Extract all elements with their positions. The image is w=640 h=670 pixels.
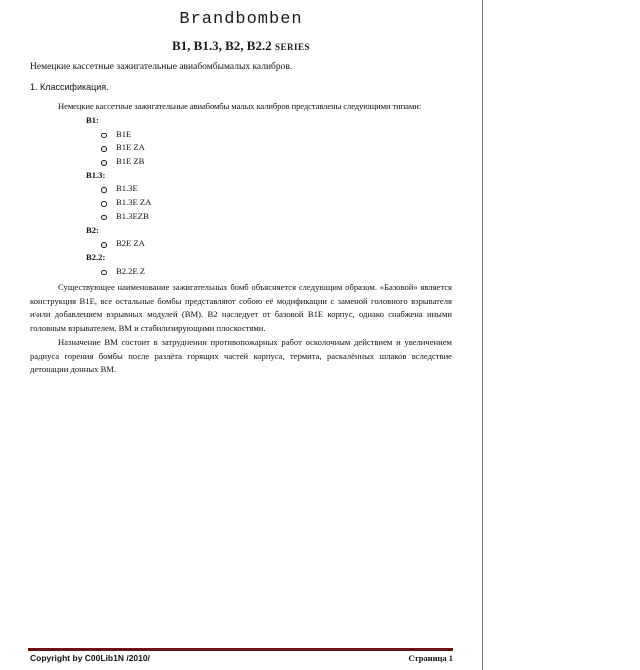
- bullet-icon: [101, 242, 107, 248]
- bullet-icon: [101, 133, 107, 139]
- list-item: B1.3E: [86, 182, 151, 196]
- bullet-icon: [101, 270, 107, 276]
- doc-subtitle: [0, 38, 482, 54]
- footer-divider: [28, 648, 453, 651]
- list-item: B2E ZA: [86, 237, 151, 251]
- section-heading: 1. Классификация.: [30, 82, 109, 92]
- list-item: B2.2E Z: [86, 265, 151, 279]
- footer-copyright: Copyright by C00Lib1N /2010/: [30, 653, 150, 663]
- lead-paragraph: Немецкие кассетные зажигательные авиабомбы малых калибров представлены следующими типами:: [58, 101, 421, 111]
- list-item: B1E ZA: [86, 141, 151, 155]
- subtitle-tail: SERIES: [274, 42, 310, 52]
- list-item: B1E ZB: [86, 155, 151, 169]
- group-label: B2.2:: [86, 251, 106, 262]
- list-item: B1E: [86, 128, 151, 142]
- intro-line: Немецкие кассетные зажигательные авиабомбымалых калибров.: [30, 62, 293, 72]
- bullet-icon: [101, 146, 107, 152]
- bullet-icon: [101, 160, 107, 166]
- footer-page-number: Страница 1: [408, 653, 453, 663]
- list-item: B1.3E ZA: [86, 196, 151, 210]
- type-list: [86, 114, 151, 278]
- group-label: B2:: [86, 224, 99, 235]
- bullet-icon: [101, 187, 107, 193]
- body-paragraph-1: Существующее наименование зажигательных бомб объясняется следующим образом. «Базовой» является конструкция B1E, все остальные бомбы представляют собою её модификации с заменой головного взрывателя и\или добавлением взрывных модулей (BM). B2 наследует от базовой B1E корпус, однако снабжена иными головным взрывателем, BM и стабилизирующими плоскостями.: [30, 282, 452, 333]
- group-label: B1.3:: [86, 169, 106, 180]
- body-paragraph-2: Назначение BM состоит в затруднении противопожарных работ осколочным действием и увеличением радиуса горения бомбы после разлёта горящих частей корпуса, термита, раскалённых шлаков вследствие детонации донных BM.: [30, 337, 452, 375]
- list-item: B1.3EZB: [86, 210, 151, 224]
- subtitle-main: B1, B1.3, B2, B2.2: [172, 38, 272, 53]
- group-label: B1:: [86, 115, 99, 125]
- bullet-icon: [101, 201, 107, 207]
- doc-title: Brandbomben: [179, 10, 303, 29]
- bullet-icon: [101, 215, 107, 221]
